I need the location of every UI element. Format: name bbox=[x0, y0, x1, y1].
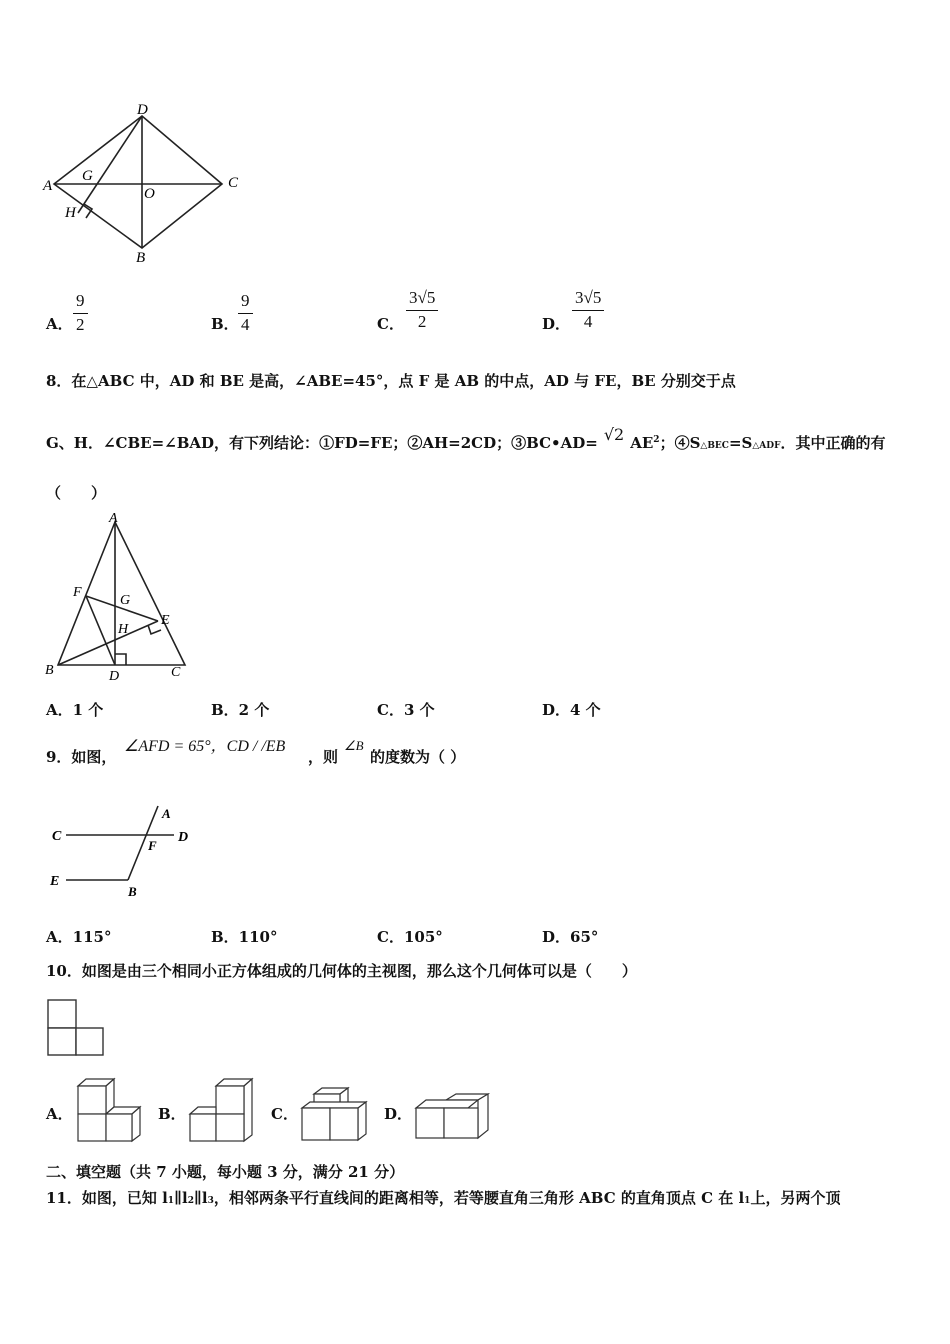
svg-text:A: A bbox=[162, 806, 171, 821]
svg-text:G: G bbox=[120, 593, 131, 608]
q9-option-c: C．105° bbox=[377, 928, 443, 946]
right-angle-mark-e bbox=[148, 625, 161, 634]
right-angle-mark-d bbox=[115, 654, 126, 665]
svg-text:C: C bbox=[52, 829, 62, 844]
svg-text:D: D bbox=[178, 830, 189, 845]
segment-dh bbox=[78, 116, 142, 213]
q9-option-a: A．115° bbox=[46, 928, 112, 946]
q10-option-a-label: A． bbox=[46, 1105, 73, 1123]
q8-figure bbox=[40, 508, 200, 683]
q10-option-d-figure bbox=[412, 1092, 492, 1144]
q8-question-line1: 8．在△ABC 中，AD 和 BE 是高，∠ABE=45°，点 F 是 AB 的中点，AD 与 FE，BE 分别交于点 bbox=[46, 372, 736, 390]
q10-option-b-figure bbox=[186, 1074, 256, 1144]
svg-text:H: H bbox=[65, 205, 76, 221]
q7-option-d-fraction: $\frac{3√5}{4}$ bbox=[572, 288, 604, 333]
q7-figure bbox=[40, 100, 250, 270]
q10-option-a-figure bbox=[74, 1074, 144, 1144]
q7-option-b-letter: B． bbox=[211, 315, 239, 333]
q9-option-d: D．65° bbox=[542, 928, 599, 946]
q8-option-c: C．3 个 bbox=[377, 701, 435, 719]
q8-option-a: A．1 个 bbox=[46, 701, 104, 719]
q9-question-prefix: 9．如图， bbox=[46, 748, 117, 766]
q10-question: 10．如图是由三个相同小正方体组成的几何体的主视图，那么这个几何体可以是（ ） bbox=[46, 962, 637, 980]
q7-option-a-letter: A． bbox=[46, 315, 73, 333]
q10-main-view-figure bbox=[46, 998, 106, 1058]
q9-option-b: B．110° bbox=[211, 928, 278, 946]
q9-angle: ∠B bbox=[344, 738, 364, 753]
svg-text:A: A bbox=[43, 178, 53, 194]
q7-option-c-fraction: $\frac{3√5}{2}$ bbox=[406, 288, 438, 333]
q9-figure bbox=[40, 800, 210, 905]
svg-text:C: C bbox=[228, 175, 239, 191]
svg-text:D: D bbox=[137, 102, 148, 118]
q8-option-d: D．4 个 bbox=[542, 701, 601, 719]
svg-text:D: D bbox=[109, 669, 120, 683]
q10-option-d-label: D． bbox=[384, 1105, 413, 1123]
svg-text:H: H bbox=[118, 622, 129, 637]
q8-answer-blank: （ ） bbox=[46, 484, 107, 502]
svg-text:B: B bbox=[136, 250, 146, 266]
q7-option-c-letter: C． bbox=[377, 315, 404, 333]
q11-question: 11．如图，已知 l1∥l2∥l3，相邻两条平行直线间的距离相等，若等腰直角三角形 ABC 的直角顶点 C 在 l1上，另两个顶 bbox=[46, 1189, 841, 1207]
q8-question-line2: G、H．∠CBE=∠BAD，有下列结论：①FD=FE；②AH=2CD；③BC•AD= √2 $AE^2$；④S△BEC=S△ADF．其中正确的有 bbox=[46, 425, 886, 452]
svg-text:E: E bbox=[50, 874, 60, 889]
svg-text:F: F bbox=[73, 585, 82, 600]
svg-text:C: C bbox=[171, 665, 181, 680]
rhombus-abcd bbox=[54, 116, 222, 248]
q9-question-suffix: 的度数为（ ） bbox=[370, 748, 466, 766]
q7-option-d-letter: D． bbox=[542, 315, 571, 333]
q7-option-b-fraction: $\frac{9}{4}$ bbox=[238, 291, 253, 336]
q9-question-middle: ，则 bbox=[308, 748, 339, 766]
svg-text:A: A bbox=[109, 511, 118, 526]
q10-option-c-figure bbox=[298, 1086, 370, 1144]
svg-text:F: F bbox=[148, 838, 157, 853]
svg-text:E: E bbox=[161, 613, 170, 628]
q10-option-c-label: C． bbox=[271, 1105, 298, 1123]
q8-option-b: B．2 个 bbox=[211, 701, 270, 719]
q10-option-b-label: B． bbox=[158, 1105, 186, 1123]
q7-option-a-fraction: $\frac{9}{2}$ bbox=[73, 291, 88, 336]
svg-text:B: B bbox=[128, 884, 137, 899]
section-2-title: 二、填空题（共 7 小题，每小题 3 分，满分 21 分） bbox=[46, 1163, 405, 1181]
q9-condition: ∠AFD = 65°，CD / /EB bbox=[124, 738, 286, 755]
segment-fd bbox=[86, 596, 115, 665]
svg-text:B: B bbox=[45, 663, 54, 678]
svg-text:O: O bbox=[144, 186, 155, 202]
svg-text:G: G bbox=[82, 168, 93, 184]
